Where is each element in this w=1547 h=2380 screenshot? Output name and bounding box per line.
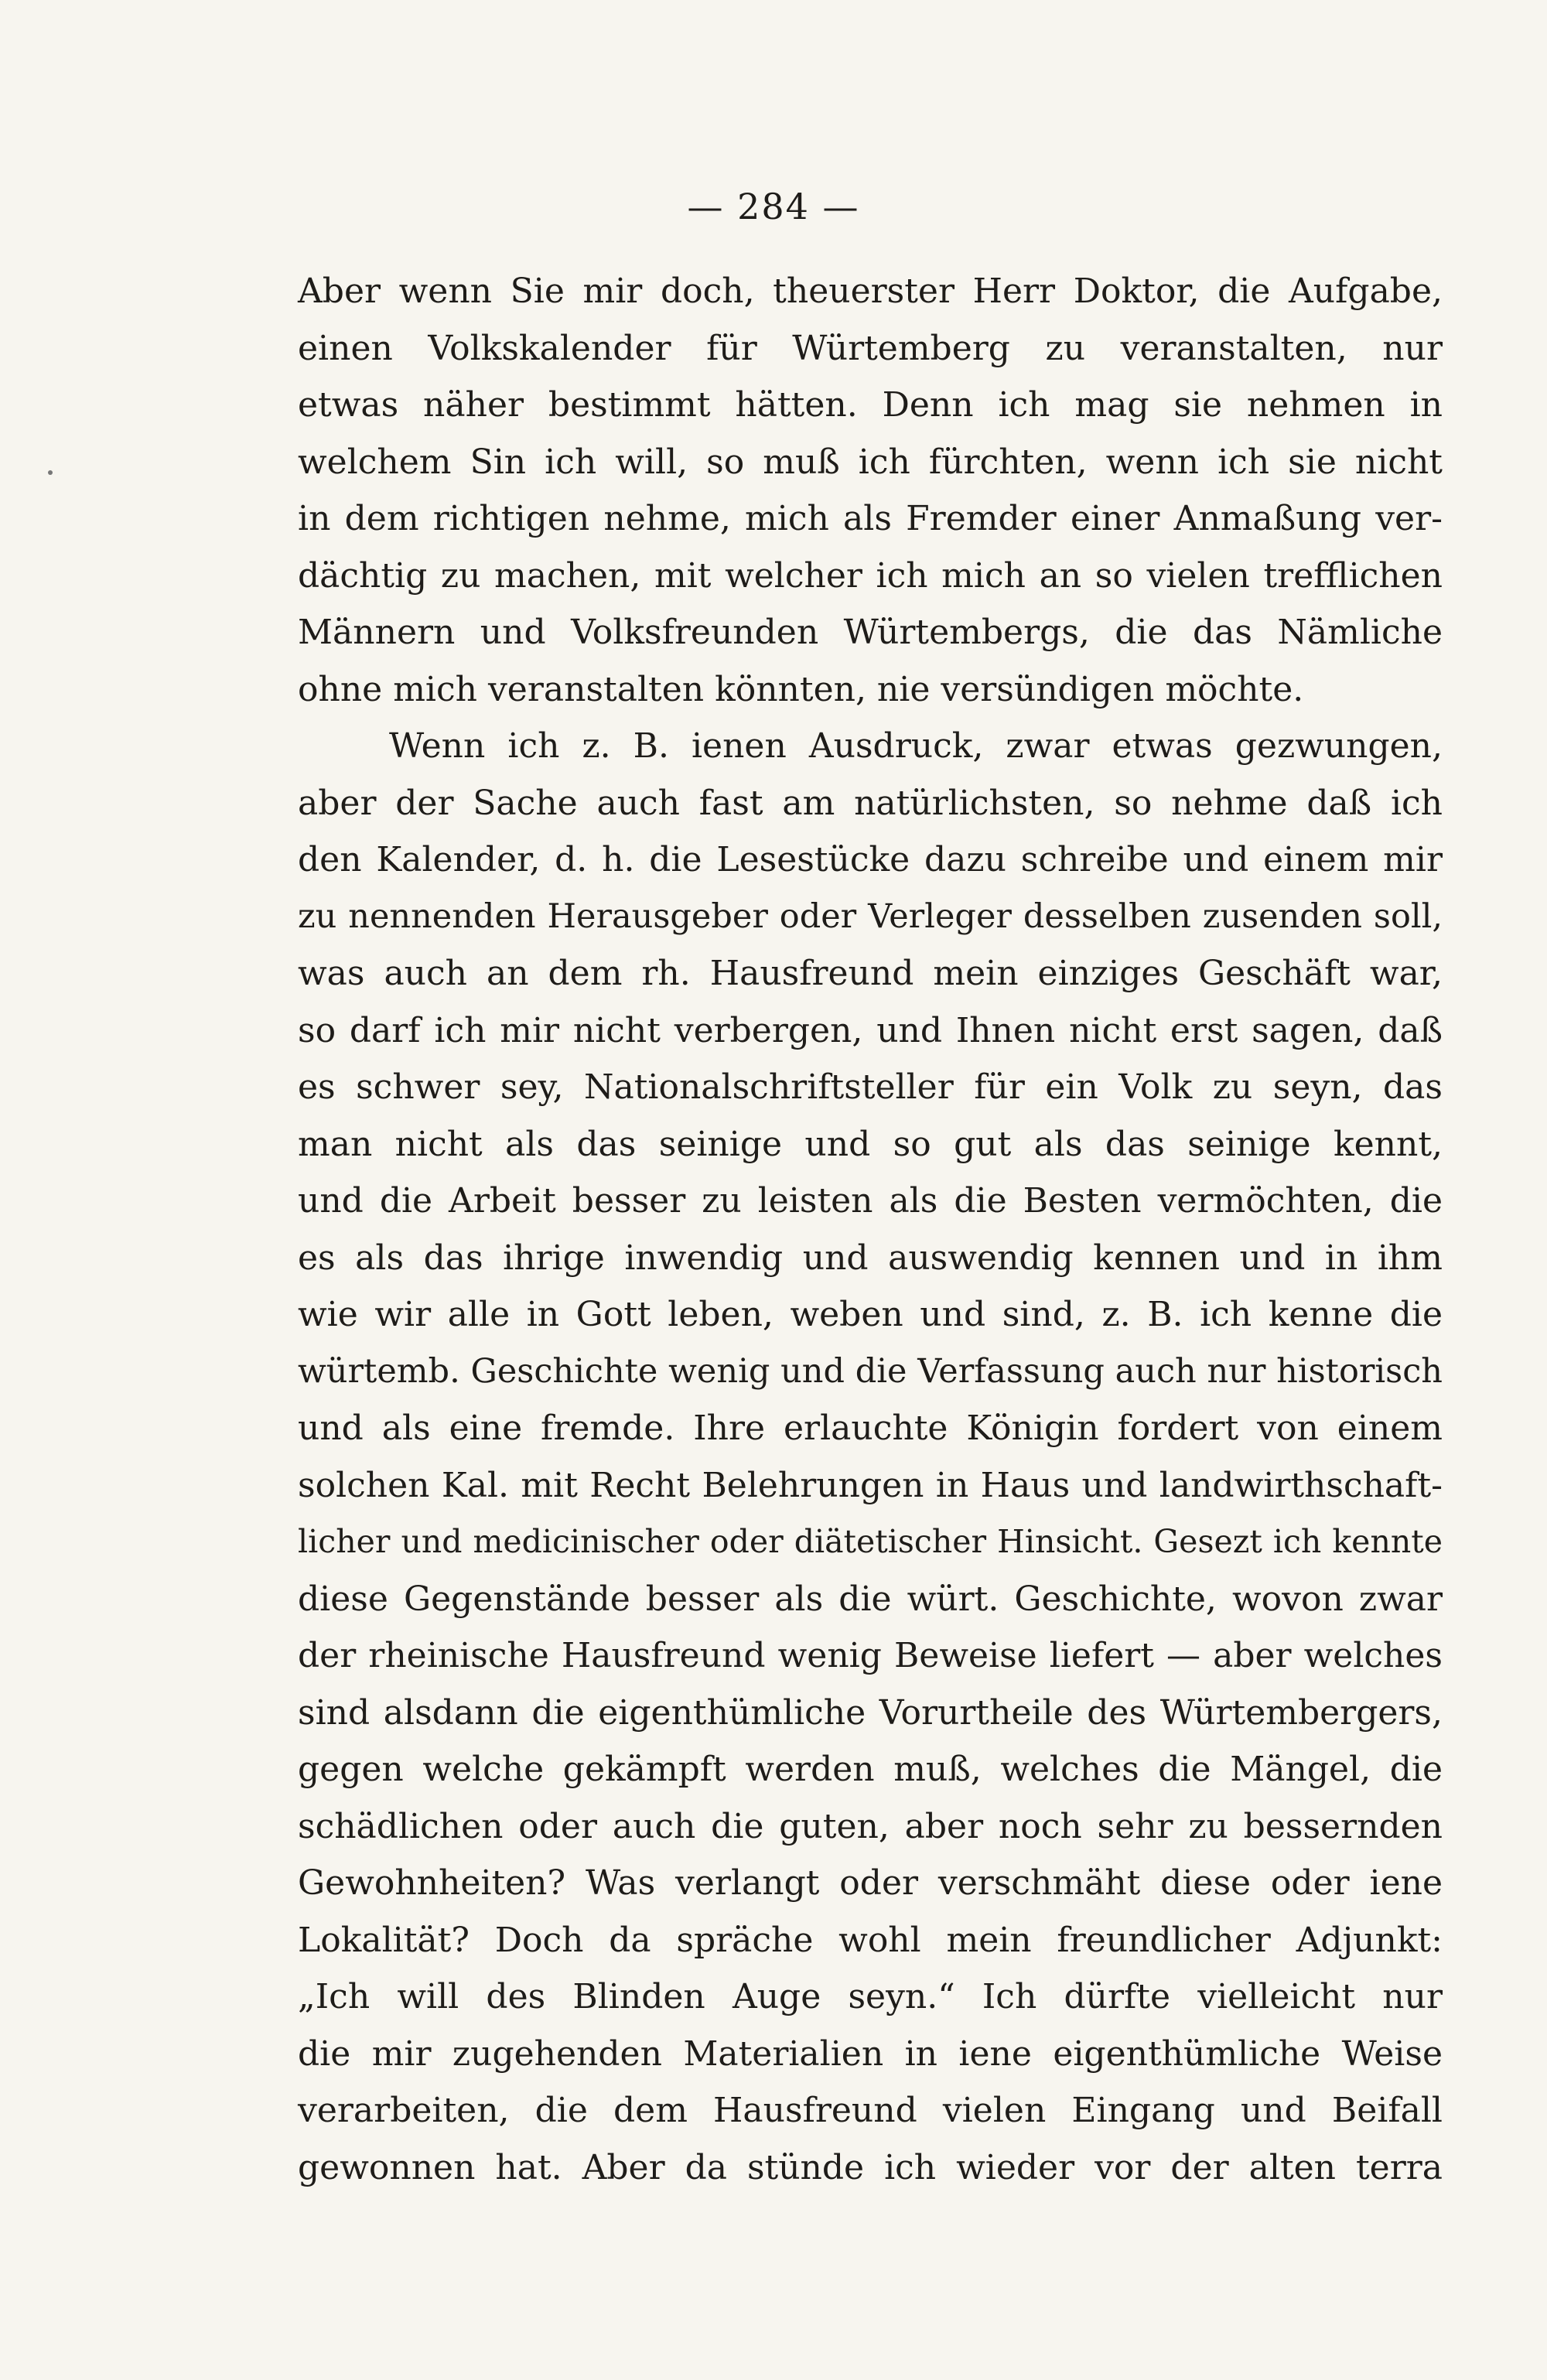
text-line: licher und medicinischer oder diätetischer Hinsicht. Gesezt ich kennte [298, 1523, 1443, 1560]
text-line: man nicht als das seinige und so gut als das seinige kennt, [298, 1124, 1443, 1164]
text-line: es als das ihrige inwendig und auswendig kennen und in ihm [298, 1238, 1443, 1278]
text-line: würtemb. Geschichte wenig und die Verfassung auch nur historisch [298, 1351, 1443, 1391]
text-line: Männern und Volksfreunden Würtembergs, die das Nämliche [298, 613, 1443, 652]
text-line: aber der Sache auch fast am natürlichsten, so nehme daß ich [298, 783, 1443, 823]
text-line: Lokalität? Doch da spräche wohl mein freundlicher Adjunkt: [298, 1920, 1443, 1960]
text-line: es schwer sey, Nationalschriftsteller für ein Volk zu seyn, das [298, 1067, 1443, 1107]
body-text [298, 263, 1443, 2196]
text-line: was auch an dem rh. Hausfreund mein einziges Geschäft war, [298, 954, 1443, 993]
text-line: und als eine fremde. Ihre erlauchte Königin fordert von einem [298, 1409, 1443, 1448]
text-line: verarbeiten, die dem Hausfreund vielen Eingang und Beifall [298, 2091, 1443, 2130]
text-line: welchem Sin ich will, so muß ich fürchten, wenn ich sie nicht [298, 442, 1443, 482]
text-line: und die Arbeit besser zu leisten als die Besten vermöchten, die [298, 1181, 1443, 1221]
paper-speck [48, 470, 53, 475]
text-line: gewonnen hat. Aber da stünde ich wieder vor der alten terra [298, 2147, 1443, 2187]
text-line: sind alsdann die eigenthümliche Vorurtheile des Würtembergers, [298, 1692, 1443, 1733]
text-line: der rheinische Hausfreund wenig Beweise liefert — aber welches [298, 1636, 1443, 1675]
text-line: etwas näher bestimmt hätten. Denn ich mag sie nehmen in [298, 385, 1443, 425]
text-line: einen Volkskalender für Würtemberg zu veranstalten, nur [298, 328, 1443, 368]
text-line: Aber wenn Sie mir doch, theuerster Herr Doktor, die Aufgabe, [298, 271, 1443, 311]
text-line: gegen welche gekämpft werden muß, welches die Mängel, die [298, 1750, 1443, 1789]
text-line: „Ich will des Blinden Auge seyn.“ Ich dürfte vielleicht nur [298, 1977, 1443, 2016]
text-line: in dem richtigen nehme, mich als Fremder einer Anmaßung ver- [298, 499, 1443, 538]
text-line: den Kalender, d. h. die Lesestücke dazu schreibe und einem mir [298, 840, 1443, 879]
text-line: wie wir alle in Gott leben, weben und sind, z. B. ich kenne die [298, 1295, 1443, 1334]
text-line: zu nennenden Herausgeber oder Verleger desselben zusenden soll, [298, 896, 1443, 936]
text-line: die mir zugehenden Materialien in iene eigenthümliche Weise [298, 2033, 1443, 2074]
text-line: solchen Kal. mit Recht Belehrungen in Haus und landwirthschaft- [298, 1465, 1443, 1505]
text-line: dächtig zu machen, mit welcher ich mich an so vielen trefflichen [298, 555, 1443, 596]
text-line: so darf ich mir nicht verbergen, und Ihnen nicht erst sagen, daß [298, 1010, 1443, 1050]
text-line: Gewohnheiten? Was verlangt oder verschmäht diese oder iene [298, 1863, 1443, 1903]
text-line: schädlichen oder auch die guten, aber noch sehr zu bessernden [298, 1806, 1443, 1846]
text-line: Wenn ich z. B. ienen Ausdruck, zwar etwas gezwungen, [389, 726, 1443, 766]
page-number: — 284 — [687, 186, 860, 227]
text-line: diese Gegenstände besser als die würt. Geschichte, wovon zwar [298, 1579, 1443, 1619]
text-line: ohne mich veranstalten könnten, nie versündigen möchte. [298, 669, 1304, 709]
